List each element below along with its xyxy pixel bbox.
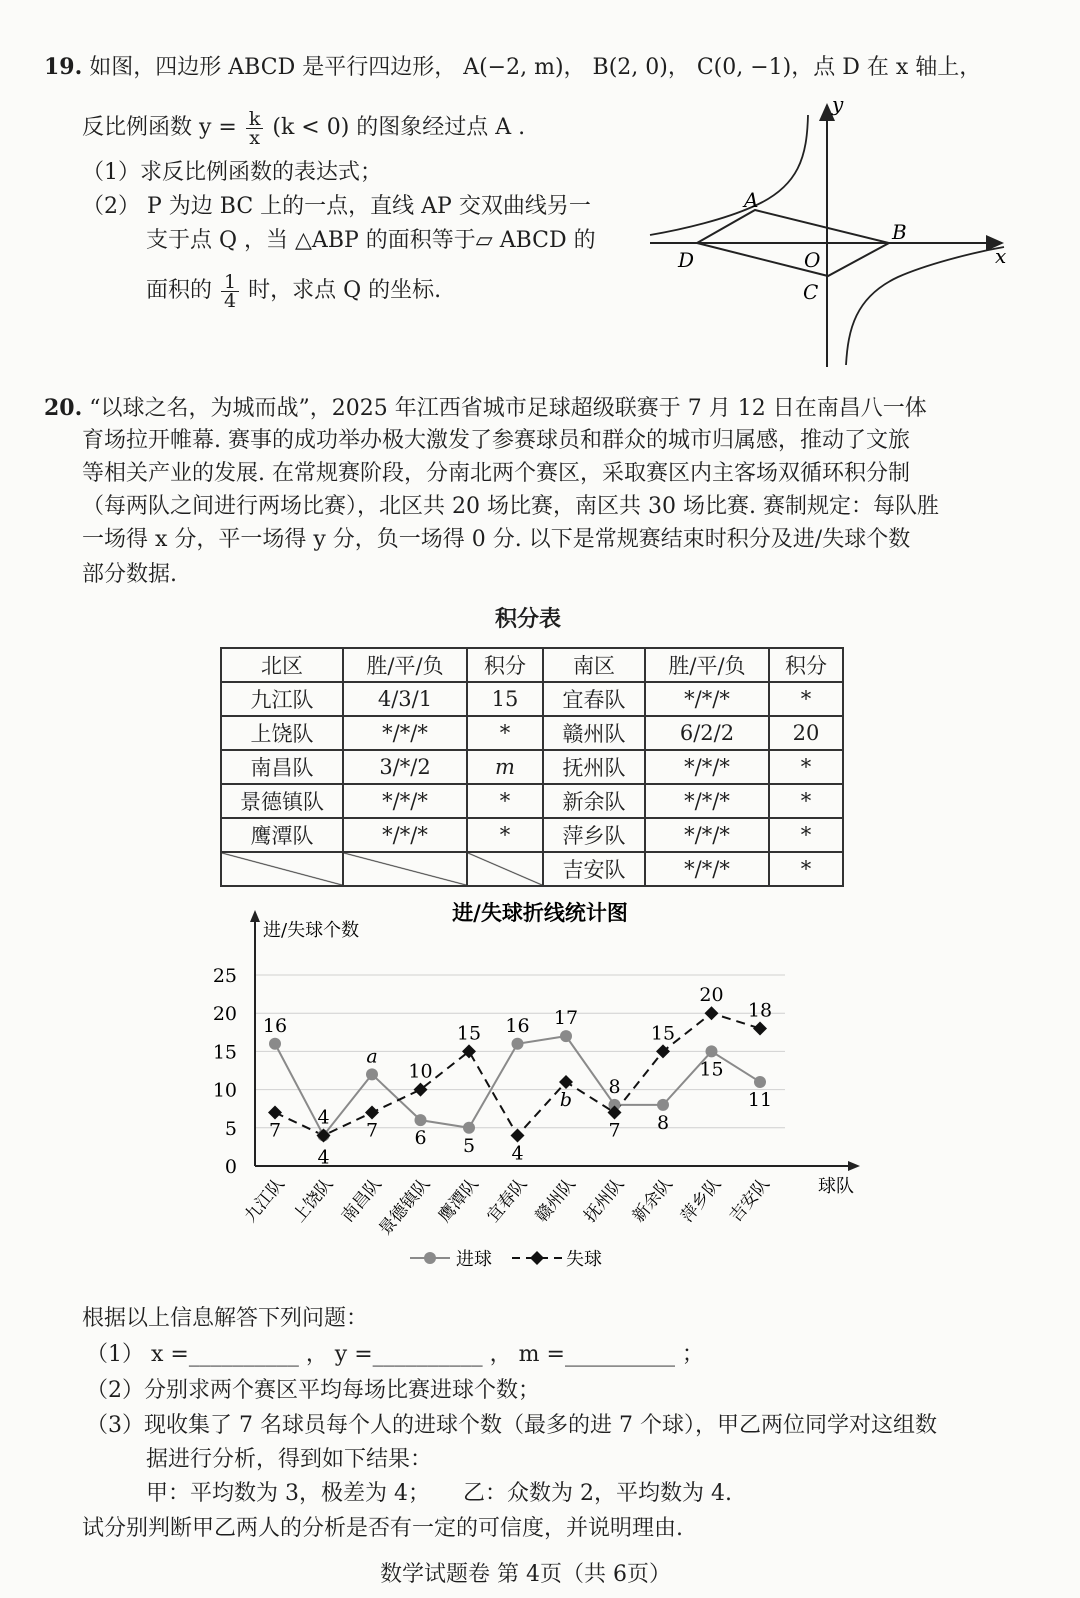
goals-point [657,1099,669,1111]
goals-data-label: 8 [608,1075,621,1098]
legend-conceded-marker [530,1251,544,1265]
goals-point [415,1114,427,1126]
goals-data-label: 11 [747,1088,773,1111]
table-cell: m [467,750,543,784]
q20-line0 [44,393,927,424]
table-cell: */*/* [343,818,467,852]
table-cell: 南昌队 [221,750,343,784]
conceded-data-label: 4 [317,1146,330,1169]
q20-text-5: 部分数据. [82,562,177,587]
table-row [221,784,843,818]
q19-figure [640,95,1025,375]
table-row [221,716,843,750]
goals-point [754,1076,766,1088]
conceded-data-label: 20 [699,984,724,1007]
legend-goals-marker [424,1252,436,1264]
table-cell: 15 [467,682,543,716]
page-footer: 数学试题卷 第 4页（共 6页） [380,1562,671,1587]
conceded-data-label: 18 [747,999,773,1022]
goals-line-chart [200,900,890,1305]
table-cell: 鹰潭队 [221,818,343,852]
table-cell: 3/*/2 [343,750,467,784]
conceded-point [511,1128,525,1142]
q20-text-0: “以球之名，为城而战”，2025 年江西省城市足球超级联赛于 7 月 12 日在南昌八一体 [89,396,927,421]
chart-ylabel: 进/失球个数 [263,920,360,941]
table-cell: */*/* [343,784,467,818]
label-d: D [678,248,695,272]
goals-point [269,1038,281,1050]
table-cell: * [769,784,843,818]
x-tick-label: 上饶队 [289,1174,338,1227]
header-cell: 积分 [769,648,843,682]
table-cell: */*/* [645,682,769,716]
table-cell: 上饶队 [221,716,343,750]
goals-data-label: 8 [656,1111,670,1134]
table-header-row [221,648,843,682]
conceded-data-label: 15 [650,1022,676,1045]
conceded-point [705,1006,719,1020]
q19-line2-post: (k < 0) 的图象经过点 A . [272,115,526,140]
x-tick-label: 抚州队 [580,1174,629,1227]
x-tick-label: 景德镇队 [375,1174,435,1240]
table-cell: * [769,818,843,852]
q20-part3-d: 试分别判断甲乙两人的分析是否有一定的可信度，并说明理由. [82,1516,683,1541]
q19-fraction [246,107,264,149]
q19-line2 [82,103,525,153]
q19-line2-pre: 反比例函数 y = [82,115,237,140]
goals-point [366,1068,378,1080]
q19-part2-b: 支于点 Q ，当 △ABP 的面积等于▱ ABCD 的 [146,228,596,253]
q19-part1: （1）求反比例函数的表达式； [82,160,382,185]
table-cell: * [769,852,843,886]
goals-data-label: 4 [317,1106,330,1129]
table-cell: * [467,818,543,852]
goals-data-label: 17 [553,1007,579,1030]
q20-part1: （1） x =__________ ， y =__________ ， m =__________ ； [86,1342,704,1367]
goals-point [706,1045,718,1057]
table-cell-empty [221,852,343,886]
x-tick-label: 南昌队 [337,1174,386,1227]
q20-text-1: 育场拉开帷幕. 赛事的成功举办极大激发了参赛球员和群众的城市归属感，推动了文旅 [82,428,910,453]
q20-text-4: 一场得 x 分，平一场得 y 分，负一场得 0 分. 以下是常规赛结束时积分及进/失球个数 [82,527,911,552]
q19-frac-den: x [249,126,260,149]
legend-conceded-label: 失球 [566,1249,602,1270]
q19-part2-c-pre: 面积的 [146,278,213,303]
q19-part2-c-post: 时，求点 Q 的坐标. [248,278,442,303]
conceded-data-label: 10 [408,1060,433,1083]
table-cell: * [769,750,843,784]
conceded-point [559,1075,573,1089]
goals-point [560,1030,572,1042]
label-o: O [804,248,821,272]
q20-text-3: （每两队之间进行两场比赛），北区共 20 场比赛，南区共 30 场比赛. 赛制规定：每队胜 [82,494,939,519]
label-a: A [744,188,759,212]
y-tick-label: 25 [212,965,237,987]
q19-part2-fraction [221,270,239,312]
label-x: x [995,244,1007,268]
table-cell: 吉安队 [543,852,645,886]
header-cell: 北区 [221,648,343,682]
q20-part3-b: 据进行分析，得到如下结果： [146,1447,433,1472]
y-axis-arrow [250,910,260,922]
legend-goals-label: 进球 [456,1249,492,1270]
table-cell: 抚州队 [543,750,645,784]
q19-frac-num: k [246,110,264,129]
table-cell: 6/2/2 [645,716,769,750]
goals-data-label: 15 [699,1058,724,1081]
q19-number: 19. [44,54,83,80]
table-title: 积分表 [495,606,562,632]
q20-after-0: 根据以上信息解答下列问题： [82,1306,369,1331]
header-cell: 胜/平/负 [645,648,769,682]
table-cell: * [467,784,543,818]
q20-part2: （2）分别求两个赛区平均每场比赛进球个数； [86,1378,540,1403]
y-tick-label: 10 [212,1079,237,1102]
table-cell: 宜春队 [543,682,645,716]
table-cell: 新余队 [543,784,645,818]
table-cell: 景德镇队 [221,784,343,818]
conceded-data-label: 15 [456,1022,482,1045]
conceded-point [656,1044,670,1058]
label-b: B [892,220,907,244]
q20-part3-c: 甲：平均数为 3，极差为 4； 乙：众数为 2，平均数为 4. [146,1481,732,1506]
chart-xlabel: 球队 [818,1176,854,1197]
x-tick-label: 赣州队 [531,1174,580,1227]
hyperbola-branch-lower-right [846,247,1004,365]
conceded-point [365,1106,379,1120]
table-cell-empty [343,852,467,886]
x-tick-label: 萍乡队 [677,1174,726,1227]
table-cell: * [467,716,543,750]
goals-data-label: a [366,1045,378,1068]
table-cell: */*/* [645,852,769,886]
q19-stem-text: 如图，四边形 ABCD 是平行四边形， A(−2, m)， B(2, 0)， C(0, −1)，点 D 在 x 轴上， [89,55,982,80]
conceded-point [753,1021,767,1035]
conceded-point [268,1106,282,1120]
q19-part2-frac-den: 4 [224,289,237,312]
q20-part3-a: （3）现收集了 7 名球员每个人的进球个数（最多的进 7 个球），甲乙两位同学对这组数 [86,1413,937,1438]
score-table [220,647,844,887]
conceded-data-label: 7 [268,1119,282,1142]
table-cell-empty [467,852,543,886]
header-cell: 积分 [467,648,543,682]
x-tick-label: 九江队 [240,1174,289,1227]
label-c: C [803,280,819,304]
q19-part2-a: （2） P 为边 BC 上的一点，直线 AP 交双曲线另一 [82,194,591,219]
header-cell: 胜/平/负 [343,648,467,682]
chart-title: 进/失球折线统计图 [452,900,628,925]
goals-data-label: 6 [414,1127,427,1150]
table-cell: */*/* [343,716,467,750]
table-cell: * [769,682,843,716]
table-row [221,818,843,852]
y-tick-label: 0 [224,1156,237,1178]
table-row [221,750,843,784]
table-cell: 九江队 [221,682,343,716]
x-axis-arrow [848,1161,860,1171]
q20-text-2: 等相关产业的发展. 在常规赛阶段，分南北两个赛区，采取赛区内主客场双循环积分制 [82,461,910,486]
table-cell: 赣州队 [543,716,645,750]
goals-data-label: 5 [462,1134,476,1157]
conceded-data-label: 7 [365,1119,379,1142]
table-row [221,682,843,716]
x-tick-label: 吉安队 [725,1174,774,1227]
x-tick-label: 新余队 [628,1174,677,1227]
table-cell: 4/3/1 [343,682,467,716]
goals-point [512,1038,524,1050]
table-row [221,852,843,886]
y-tick-label: 5 [224,1117,237,1140]
goals-data-label: 16 [505,1014,530,1037]
conceded-data-label: b [559,1088,573,1111]
header-cell: 南区 [543,648,645,682]
y-tick-label: 20 [212,1003,237,1026]
x-tick-label: 鹰潭队 [434,1174,483,1227]
goals-point [463,1122,475,1134]
table-cell: */*/* [645,750,769,784]
q20-number: 20. [44,395,83,421]
y-tick-label: 15 [212,1041,237,1064]
q19-part2-c [146,266,441,316]
conceded-data-label: 4 [511,1142,524,1165]
q19-part2-frac-num: 1 [221,273,239,292]
table-cell: */*/* [645,818,769,852]
x-tick-label: 宜春队 [483,1174,532,1227]
goals-data-label: 16 [262,1014,288,1037]
table-cell: */*/* [645,784,769,818]
table-cell: 20 [769,716,843,750]
conceded-data-label: 7 [608,1119,621,1142]
q19-line1 [44,52,981,83]
table-cell: 萍乡队 [543,818,645,852]
label-y: y [832,95,844,116]
